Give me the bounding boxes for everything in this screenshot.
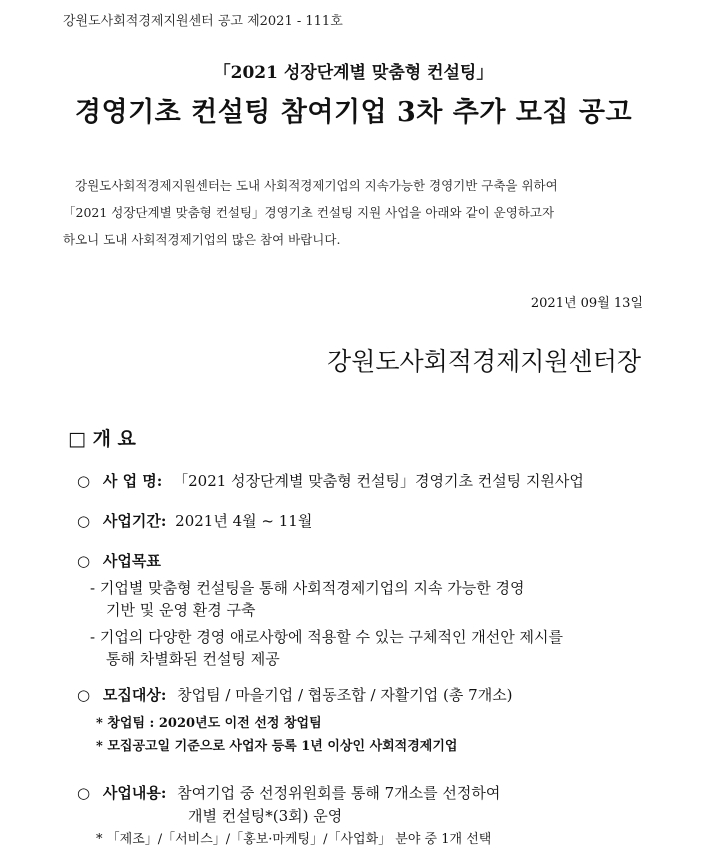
recruit-target-row	[77, 684, 513, 705]
project-name-row	[77, 470, 584, 491]
bullet-circle: ○	[77, 552, 91, 570]
intro-line-2: 「2021 성장단계별 맞춤형 컨설팅」경영기초 컨설팅 지원 사업을 아래와 같이 운영하고자	[63, 205, 555, 220]
section-heading-overview: □ 개 요	[68, 428, 136, 450]
intro-line-1: 강원도사회적경제지원센터는 도내 사회적경제기업의 지속가능한 경영기반 구축을 위하여	[75, 178, 558, 193]
bullet-circle: ○	[77, 472, 91, 490]
goal-item-2-line-2: 통해 차별화된 컨설팅 제공	[106, 650, 280, 668]
bullet-circle: ○	[77, 784, 91, 802]
bullet-circle: ○	[77, 686, 91, 704]
project-content-value-line-1: 참여기업 중 선정위원회를 통해 7개소를 선정하여	[177, 784, 501, 802]
goal-item-1-line-1: - 기업별 맞춤형 컨설팅을 통해 사회적경제기업의 지속 가능한 경영	[90, 579, 525, 597]
project-goal-label: 사업목표	[102, 552, 161, 570]
project-name-value: 「2021 성장단계별 맞춤형 컨설팅」경영기초 컨설팅 지원사업	[173, 472, 584, 490]
project-period-row	[77, 510, 312, 531]
project-name-label: 사 업 명:	[102, 472, 163, 490]
goal-item-2-line-1: - 기업의 다양한 경영 애로사항에 적용할 수 있는 구체적인 개선안 제시를	[90, 628, 563, 646]
recruit-target-value: 창업팀 / 마을기업 / 협동조합 / 자활기업 (총 7개소)	[177, 686, 513, 704]
announcement-date: 2021년 09월 13일	[530, 296, 643, 311]
notice-number: 강원도사회적경제지원센터 공고 제2021 - 111호	[63, 14, 343, 29]
project-content-row	[77, 782, 500, 803]
intro-line-3: 하오니 도내 사회적경제기업의 많은 참여 바랍니다.	[63, 232, 341, 247]
content-note: * 「제조」/「서비스」/「홍보·마케팅」/「사업화」 분야 중 1개 선택	[96, 832, 492, 847]
sender-name: 강원도사회적경제지원센터장	[327, 347, 641, 376]
project-content-label: 사업내용:	[102, 784, 167, 802]
document-title: 경영기초 컨설팅 참여기업 3차 추가 모집 공고	[74, 97, 633, 128]
target-note-2: * 모집공고일 기준으로 사업자 등록 1년 이상인 사회적경제기업	[96, 739, 458, 754]
project-period-value: 2021년 4월 ~ 11월	[175, 512, 313, 530]
project-period-label: 사업기간:	[102, 512, 167, 530]
project-goal-row	[77, 550, 161, 571]
goal-item-1-line-2: 기반 및 운영 환경 구축	[106, 601, 256, 619]
recruit-target-label: 모집대상:	[102, 686, 167, 704]
project-content-value-line-2: 개별 컨설팅*(3회) 운영	[188, 807, 343, 825]
target-note-1: * 창업팀 : 2020년도 이전 선정 창업팀	[96, 716, 322, 731]
document-subtitle: 「2021 성장단계별 맞춤형 컨설팅」	[213, 63, 494, 83]
bullet-circle: ○	[77, 512, 91, 530]
